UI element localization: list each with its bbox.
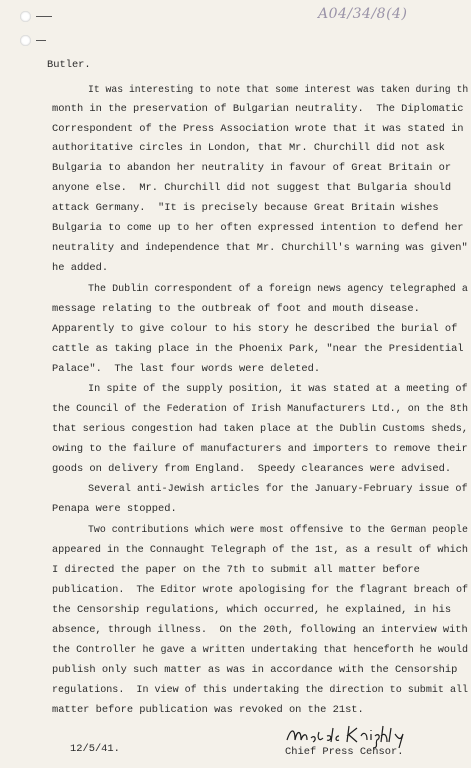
pen-mark xyxy=(36,16,52,17)
body-text-line: cattle as taking place in the Phoenix Park, "near the Presidential xyxy=(52,343,464,355)
body-text-line: Apparently to give colour to his story he described the burial of xyxy=(52,323,458,335)
document-date: 12/5/41. xyxy=(70,743,120,755)
body-text-line: month in the preservation of Bulgarian neutrality. The Diplomatic xyxy=(52,103,464,115)
body-text-line: It was interesting to note that some interest was taken during th xyxy=(88,84,469,96)
punch-hole xyxy=(20,35,31,46)
body-text-line: Palace". The last four words were deleted. xyxy=(52,363,321,375)
body-text-line: publish only such matter as was in accordance with the Censorship xyxy=(52,664,458,676)
body-text-line: absence, through illness. On the 20th, following an interview with xyxy=(52,624,468,636)
body-text-line: message relating to the outbreak of foot and mouth disease. xyxy=(52,303,420,315)
body-text-line: authoritative circles in London, that Mr. Churchill did not ask xyxy=(52,142,445,154)
body-text-line: regulations. In view of this undertaking the direction to submit all xyxy=(52,684,469,696)
body-text-line: appeared in the Connaught Telegraph of the 1st, as a result of which xyxy=(52,544,468,556)
body-text-line: neutrality and independence that Mr. Churchill's warning was given" xyxy=(52,242,468,254)
punch-hole xyxy=(20,11,31,22)
body-text-line: owing to the failure of manufacturers and importers to remove their xyxy=(52,443,468,455)
body-text-line: Correspondent of the Press Association wrote that it was stated in xyxy=(52,123,464,135)
body-text-line: goods on delivery from England. Speedy clearances were advised. xyxy=(52,463,452,475)
body-text-line: the Censorship regulations, which occurred, he explained, in his xyxy=(52,604,452,616)
body-text-line: the Controller he gave a written undertaking that henceforth he would xyxy=(52,644,469,656)
body-text-line: Bulgaria to come up to her often expressed intention to defend her xyxy=(52,222,464,234)
body-text-line: the Council of the Federation of Irish Manufacturers Ltd., on the 8th xyxy=(52,403,469,415)
body-text-line: anyone else. Mr. Churchill did not suggest that Bulgaria should xyxy=(52,182,452,194)
body-text-line: he added. xyxy=(52,262,109,274)
body-text-line: that serious congestion had taken place at the Dublin Customs sheds, xyxy=(52,423,468,435)
body-text-line: matter before publication was revoked on the 21st. xyxy=(52,704,364,716)
pen-mark xyxy=(36,40,46,41)
body-text-line: publication. The Editor wrote apologising for the flagrant breach of xyxy=(52,584,469,596)
body-text-line: The Dublin correspondent of a foreign news agency telegraphed a xyxy=(88,283,468,295)
archive-reference: A04/34/8(4) xyxy=(318,6,408,22)
body-text-line: In spite of the supply position, it was stated at a meeting of xyxy=(88,383,468,395)
body-text-line: Several anti-Jewish articles for the January-February issue of xyxy=(88,483,468,495)
addressee-name: Butler. xyxy=(47,59,91,71)
signatory-title: Chief Press Censor. xyxy=(285,746,404,758)
body-text-line: Bulgaria to abandon her neutrality in favour of Great Britain or xyxy=(52,162,452,174)
body-text-line: Penapa were stopped. xyxy=(52,503,177,515)
body-text-line: attack Germany. "It is precisely because Great Britain wishes xyxy=(52,202,439,214)
body-text-line: I directed the paper on the 7th to submit all matter before xyxy=(52,564,420,576)
body-text-line: Two contributions which were most offensive to the German people xyxy=(88,524,468,536)
